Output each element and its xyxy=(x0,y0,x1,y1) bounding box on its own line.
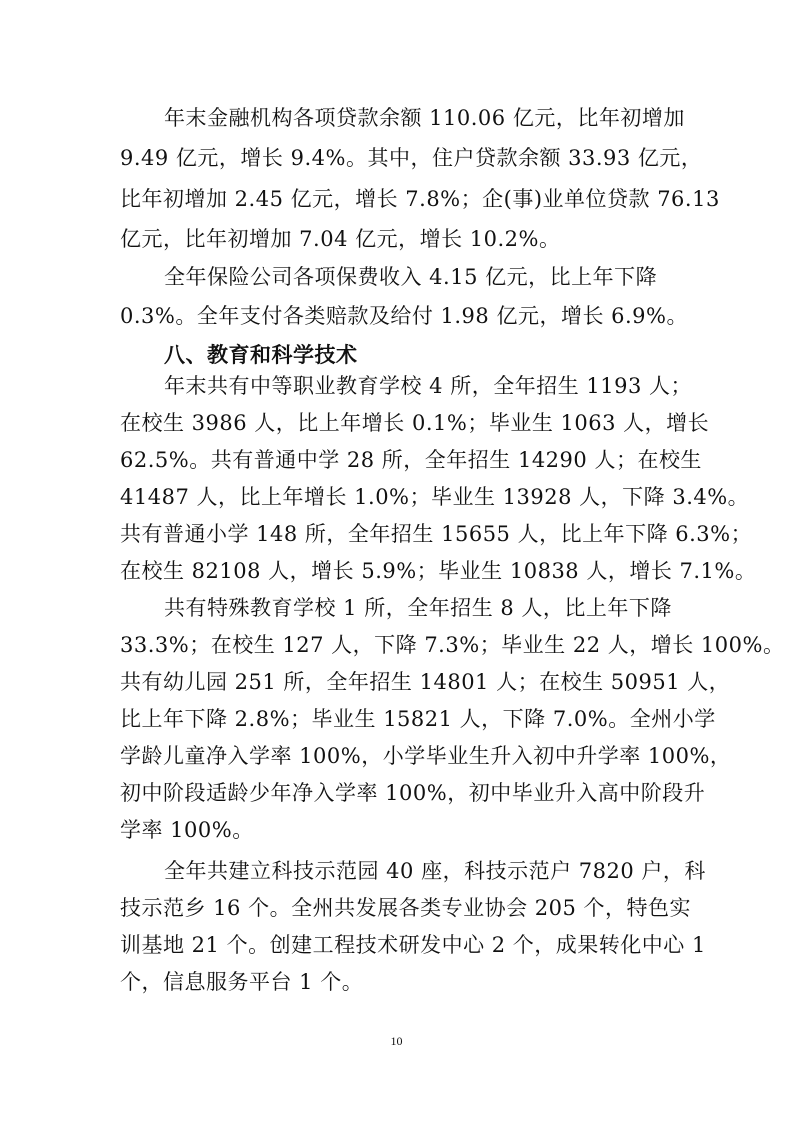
text-line: 在校生 3986 人，比上年增长 0.1%；毕业生 1063 人，增长 xyxy=(120,411,710,435)
text-line: 初中阶段适龄少年净入学率 100%，初中毕业升入高中阶段升 xyxy=(120,781,706,805)
text-line: 亿元，比年初增加 7.04 亿元，增长 10.2%。 xyxy=(120,227,561,251)
section-heading: 八、教育和科学技术 xyxy=(164,343,358,367)
text-line: 全年保险公司各项保费收入 4.15 亿元，比上年下降 xyxy=(164,265,658,289)
text-line: 33.3%；在校生 127 人，下降 7.3%；毕业生 22 人，增长 100%。 xyxy=(120,633,785,657)
text-line: 共有幼儿园 251 所，全年招生 14801 人；在校生 50951 人， xyxy=(120,670,731,694)
text-line: 41487 人，比上年增长 1.0%；毕业生 13928 人，下降 3.4%。 xyxy=(120,485,750,509)
page-number: 10 xyxy=(390,1034,403,1048)
text-line: 年末金融机构各项贷款余额 110.06 亿元，比年初增加 xyxy=(164,106,685,130)
text-line: 全年共建立科技示范园 40 座，科技示范户 7820 户，科 xyxy=(164,859,706,883)
text-line: 在校生 82108 人，增长 5.9%；毕业生 10838 人，增长 7.1%。 xyxy=(120,559,757,583)
text-line: 技示范乡 16 个。全州共发展各类专业协会 205 个，特色实 xyxy=(120,896,692,920)
text-line: 学龄儿童净入学率 100%，小学毕业生升入初中升学率 100%， xyxy=(120,744,732,768)
text-line: 62.5%。共有普通中学 28 所，全年招生 14290 人；在校生 xyxy=(120,448,702,472)
text-line: 比上年下降 2.8%；毕业生 15821 人，下降 7.0%。全州小学 xyxy=(120,707,716,731)
text-line: 学率 100%。 xyxy=(120,818,254,842)
text-line: 比年初增加 2.45 亿元，增长 7.8%；企(事)业单位贷款 76.13 xyxy=(120,187,720,211)
text-line: 9.49 亿元，增长 9.4%。其中，住户贷款余额 33.93 亿元， xyxy=(120,146,703,170)
text-line: 共有普通小学 148 所，全年招生 15655 人，比上年下降 6.3%； xyxy=(120,522,753,546)
text-line: 个，信息服务平台 1 个。 xyxy=(120,970,364,994)
text-line: 年末共有中等职业教育学校 4 所，全年招生 1193 人； xyxy=(164,374,693,398)
text-line: 训基地 21 个。创建工程技术研发中心 2 个，成果转化中心 1 xyxy=(120,933,706,957)
text-line: 0.3%。全年支付各类赔款及给付 1.98 亿元，增长 6.9%。 xyxy=(120,304,688,328)
text-line: 共有特殊教育学校 1 所，全年招生 8 人，比上年下降 xyxy=(164,596,672,620)
